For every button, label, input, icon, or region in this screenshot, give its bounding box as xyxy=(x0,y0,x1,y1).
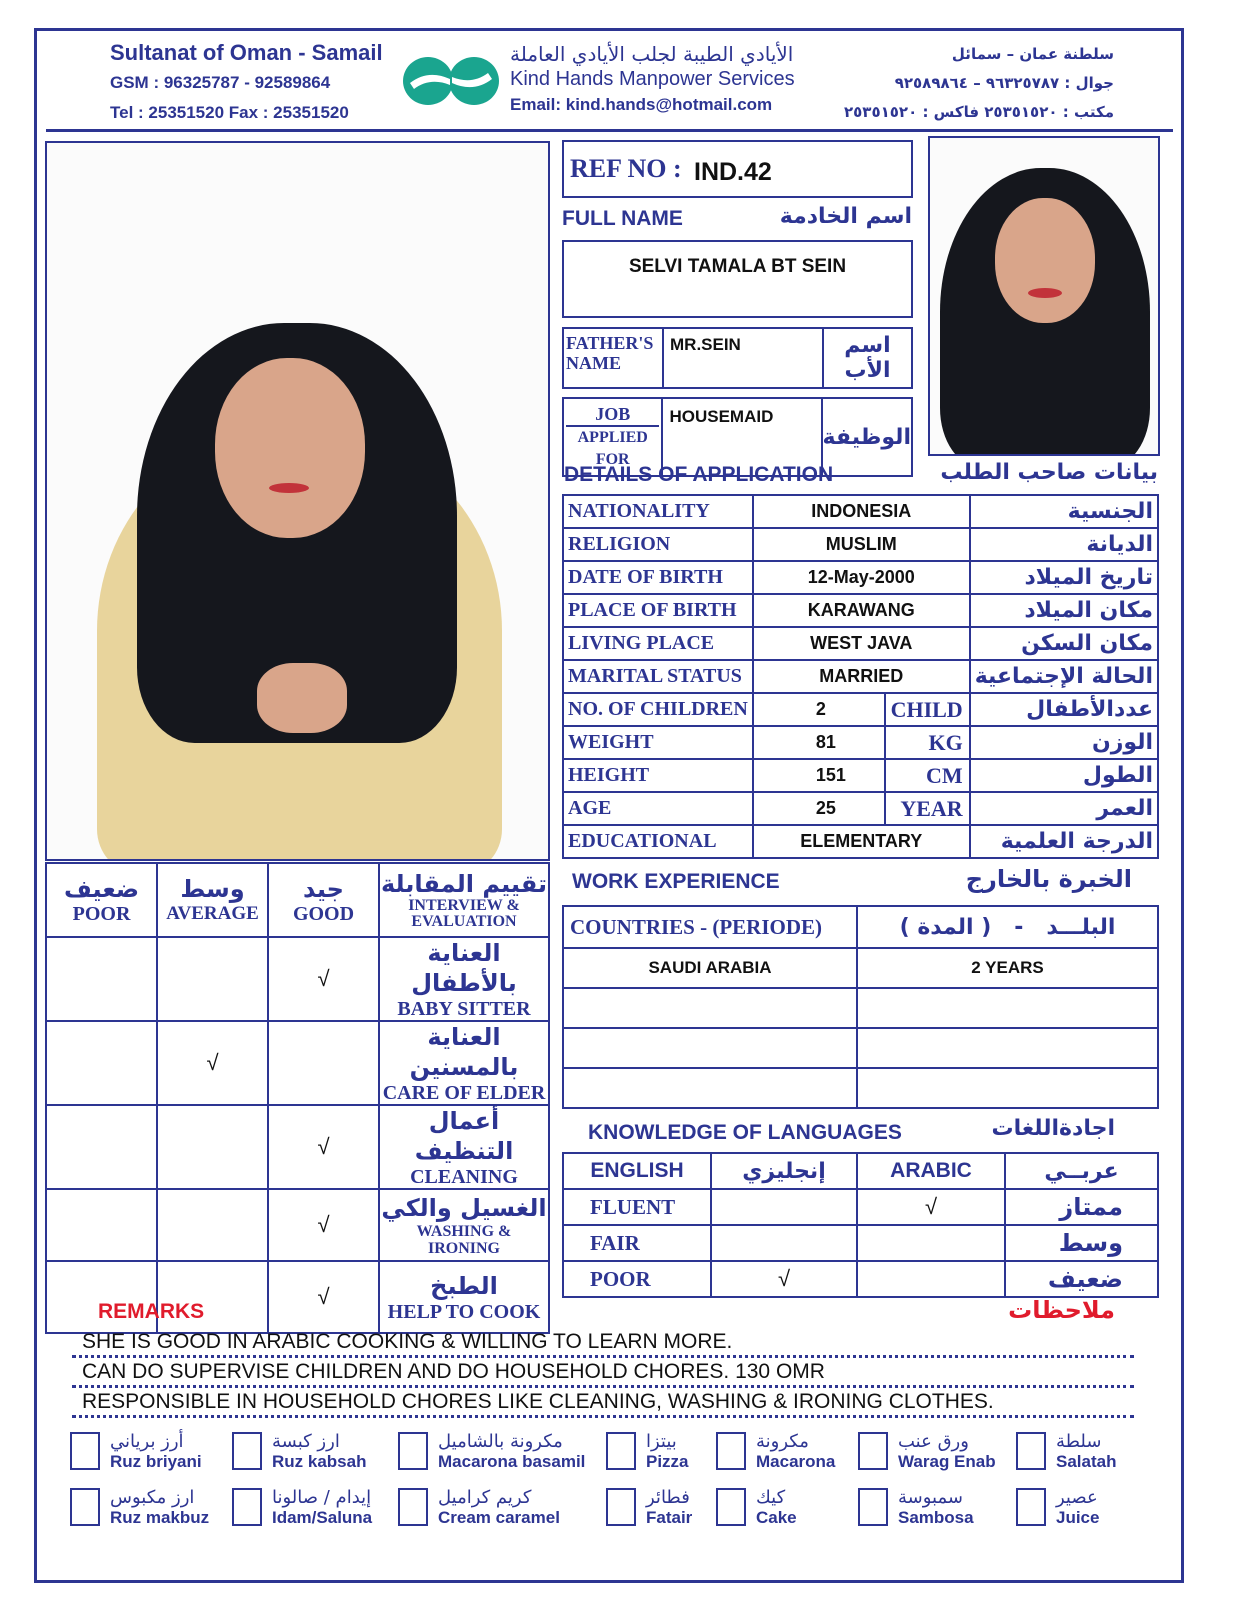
languages-title-ar: اجادةاللغات xyxy=(991,1116,1115,1141)
details-row xyxy=(563,627,1158,660)
work-row xyxy=(563,1028,1158,1068)
food-label-ar: كيك xyxy=(756,1487,786,1508)
food-option[interactable] xyxy=(606,1488,692,1528)
eval-good: GOOD xyxy=(292,902,355,925)
work-title: WORK EXPERIENCE xyxy=(572,870,780,893)
food-checkbox[interactable] xyxy=(858,1488,888,1526)
food-label: Ruz briyani xyxy=(110,1452,202,1471)
work-row xyxy=(563,1068,1158,1108)
details-label-ar: الطول xyxy=(970,759,1158,792)
work-country: SAUDI ARABIA xyxy=(648,958,772,977)
food-checkbox[interactable] xyxy=(606,1432,636,1470)
header-tel: Tel : 25351520 Fax : 25351520 xyxy=(110,103,349,122)
eval-title-ar: تقييم المقابلة xyxy=(380,870,548,898)
work-period: 2 YEARS xyxy=(971,958,1044,977)
work-period-empty xyxy=(857,1068,1158,1108)
details-table xyxy=(562,494,1159,859)
check-mark-icon: √ xyxy=(777,1266,791,1291)
food-checkbox[interactable] xyxy=(70,1488,100,1526)
eval-title-2: EVALUATION xyxy=(411,913,517,930)
father-table xyxy=(562,327,913,389)
food-label-ar: سلطة xyxy=(1056,1431,1102,1452)
eval-average-ar: وسط xyxy=(180,875,245,903)
details-label-ar: الدرجة العلمية xyxy=(970,825,1158,858)
eval-poor-ar: ضعيف xyxy=(63,874,140,903)
remarks-label: REMARKS xyxy=(98,1300,205,1323)
details-row xyxy=(563,693,1158,726)
skill-good-cell xyxy=(268,937,379,1021)
lang-english-ar: إنجليزي xyxy=(742,1158,826,1184)
details-label: MARITAL STATUS xyxy=(563,660,753,693)
ref-box xyxy=(562,140,913,198)
food-label: Warag Enab xyxy=(898,1452,996,1471)
work-row xyxy=(563,948,1158,988)
food-label: Macarona basamil xyxy=(438,1452,586,1471)
food-option[interactable] xyxy=(1016,1488,1099,1528)
header-contact-en xyxy=(110,38,383,128)
details-label: NATIONALITY xyxy=(563,495,753,528)
check-mark-icon: √ xyxy=(317,1134,330,1159)
details-label: EDUCATIONAL xyxy=(563,825,753,858)
food-checkbox[interactable] xyxy=(716,1488,746,1526)
languages-table xyxy=(562,1152,1159,1298)
food-label-ar: سمبوسة xyxy=(898,1487,963,1508)
language-level: POOR xyxy=(590,1266,651,1291)
work-country-empty xyxy=(563,1028,857,1068)
kind-hands-logo-icon xyxy=(402,55,500,107)
job-value: HOUSEMAID xyxy=(669,407,774,426)
food-option[interactable] xyxy=(70,1488,209,1528)
english-level-cell xyxy=(711,1261,857,1297)
skill-label-ar: الغسيل والكي xyxy=(381,1194,547,1222)
food-label-ar: مكرونة بالشاميل xyxy=(438,1431,563,1452)
skill-label: CLEANING xyxy=(410,1166,518,1188)
food-checkbox[interactable] xyxy=(716,1432,746,1470)
ref-label: REF NO : xyxy=(570,154,682,183)
food-checkbox[interactable] xyxy=(858,1432,888,1470)
check-mark-icon: √ xyxy=(206,1050,219,1075)
food-label-ar: بيتزا xyxy=(646,1431,677,1452)
father-label-1: FATHER'S xyxy=(566,333,654,353)
food-label: Cake xyxy=(756,1508,797,1527)
language-level-ar: وسط xyxy=(1058,1229,1123,1257)
food-checkbox[interactable] xyxy=(398,1432,428,1470)
skill-row xyxy=(46,1021,549,1105)
skill-average-cell xyxy=(157,1105,268,1189)
details-label-ar: مكان الميلاد xyxy=(970,594,1158,627)
father-label-ar: اسم الأب xyxy=(844,333,891,383)
details-row xyxy=(563,495,1158,528)
food-label: Fatair xyxy=(646,1508,693,1527)
food-option[interactable] xyxy=(232,1432,366,1472)
details-value: 81 xyxy=(753,726,885,759)
full-name-box xyxy=(562,240,913,318)
details-label: LIVING PLACE xyxy=(563,627,753,660)
eval-poor: POOR xyxy=(72,902,131,925)
food-label-ar: كريم كراميل xyxy=(438,1487,532,1508)
english-level-cell xyxy=(711,1189,857,1225)
food-option[interactable] xyxy=(1016,1432,1116,1472)
skill-good-cell xyxy=(268,1105,379,1189)
details-title: DETAILS OF APPLICATION xyxy=(564,463,834,486)
lang-arabic: ARABIC xyxy=(890,1159,972,1182)
details-label: DATE OF BIRTH xyxy=(563,561,753,594)
food-checkbox[interactable] xyxy=(232,1488,262,1526)
header-gsm-ar: جوال : ٩٦٣٢٥٧٨٧ – ٩٢٥٨٩٨٦٤ xyxy=(894,74,1114,92)
check-mark-icon: √ xyxy=(317,1212,330,1237)
food-label-ar: ارز مكبوس xyxy=(110,1487,195,1508)
skill-row xyxy=(46,937,549,1021)
details-row xyxy=(563,726,1158,759)
skill-label: BABY SITTER xyxy=(397,998,531,1020)
food-checkbox[interactable] xyxy=(70,1432,100,1470)
work-country-empty xyxy=(563,988,857,1028)
full-name-label-ar: اسم الخادمة xyxy=(779,204,912,229)
food-option[interactable] xyxy=(398,1488,560,1528)
skill-label-ar: العناية بالأطفال xyxy=(411,939,517,997)
full-name-label: FULL NAME xyxy=(562,207,683,230)
header-tel-ar: مكتب : ٢٥٣٥١٥٢٠ فاكس : ٢٥٣٥١٥٢٠ xyxy=(843,103,1114,121)
food-checkbox[interactable] xyxy=(1016,1432,1046,1470)
details-label: WEIGHT xyxy=(563,726,753,759)
details-value: MUSLIM xyxy=(753,528,970,561)
header-contact-ar xyxy=(844,40,1114,127)
job-label-2: APPLIED FOR xyxy=(566,425,659,471)
arabic-level-cell xyxy=(857,1225,1005,1261)
work-period-empty xyxy=(857,1028,1158,1068)
details-label: RELIGION xyxy=(563,528,753,561)
work-col-period-ar: ( المدة ) - البلـــد xyxy=(899,914,1116,940)
language-row xyxy=(563,1189,1158,1225)
details-unit: CHILD xyxy=(885,693,970,726)
skill-poor-cell xyxy=(46,1021,157,1105)
eval-title-1: INTERVIEW & xyxy=(408,897,520,914)
arabic-level-cell xyxy=(857,1189,1005,1225)
remark-divider-2 xyxy=(72,1385,1134,1388)
remark-line-3: RESPONSIBLE IN HOUSEHOLD CHORES LIKE CLEANING, WASHING & IRONING CLOTHES. xyxy=(82,1390,994,1413)
work-country-empty xyxy=(563,1068,857,1108)
father-value: MR.SEIN xyxy=(670,335,741,354)
details-value: KARAWANG xyxy=(753,594,970,627)
skill-label: HELP TO COOK xyxy=(387,1301,541,1323)
skill-label-ar: أعمال التنظيف xyxy=(414,1107,514,1165)
arabic-level-cell xyxy=(857,1261,1005,1297)
language-row xyxy=(563,1261,1158,1297)
header-company xyxy=(510,42,795,115)
full-name-value: SELVI TAMALA BT SEIN xyxy=(628,256,847,277)
food-label-ar: أرز برياني xyxy=(110,1431,184,1452)
food-label: Macarona xyxy=(756,1452,836,1471)
header-city: Sultanat of Oman - Samail xyxy=(110,40,383,65)
details-value: WEST JAVA xyxy=(753,627,970,660)
skill-label: CARE OF ELDER xyxy=(382,1082,546,1104)
food-label-ar: عصير xyxy=(1056,1487,1098,1508)
details-row xyxy=(563,825,1158,858)
skill-average-cell xyxy=(157,937,268,1021)
details-label: PLACE OF BIRTH xyxy=(563,594,753,627)
food-label: Sambosa xyxy=(898,1508,974,1527)
company-name-ar: الأيادي الطيبة لجلب الأيادي العاملة xyxy=(510,42,794,66)
check-mark-icon: √ xyxy=(317,1284,330,1309)
details-label: NO. OF CHILDREN xyxy=(563,693,753,726)
details-label: HEIGHT xyxy=(563,759,753,792)
eval-good-ar: جيد xyxy=(303,874,344,903)
details-row xyxy=(563,660,1158,693)
languages-title: KNOWLEDGE OF LANGUAGES xyxy=(588,1121,902,1144)
food-label: Idam/Saluna xyxy=(272,1508,373,1527)
company-email: Email: kind.hands@hotmail.com xyxy=(510,95,773,114)
details-row xyxy=(563,759,1158,792)
remark-divider-1 xyxy=(72,1355,1134,1358)
food-option[interactable] xyxy=(858,1488,974,1528)
details-label-ar: الديانة xyxy=(970,528,1158,561)
skill-poor-cell xyxy=(46,1189,157,1261)
eval-average: AVERAGE xyxy=(166,903,259,924)
details-title-ar: بيانات صاحب الطلب xyxy=(940,460,1158,485)
job-label-1: JOB xyxy=(595,404,631,424)
skill-average-cell xyxy=(157,1021,268,1105)
work-title-ar: الخبرة بالخارج xyxy=(965,865,1132,893)
food-option[interactable] xyxy=(858,1432,996,1472)
details-label-ar: مكان السكن xyxy=(970,627,1158,660)
work-table xyxy=(562,905,1159,1109)
food-checkbox[interactable] xyxy=(1016,1488,1046,1526)
remarks-label-ar: ملاحظات xyxy=(1008,1296,1115,1324)
food-label: Juice xyxy=(1056,1508,1100,1527)
details-value: INDONESIA xyxy=(753,495,970,528)
skill-row xyxy=(46,1105,549,1189)
details-label-ar: العمر xyxy=(970,792,1158,825)
details-value: ELEMENTARY xyxy=(753,825,970,858)
skill-average-cell xyxy=(157,1189,268,1261)
details-unit: KG xyxy=(885,726,970,759)
food-option[interactable] xyxy=(716,1432,835,1472)
food-label: Cream caramel xyxy=(438,1508,560,1527)
food-checkbox[interactable] xyxy=(606,1488,636,1526)
english-level-cell xyxy=(711,1225,857,1261)
lang-arabic-ar: عربــي xyxy=(1044,1158,1119,1184)
food-option[interactable] xyxy=(232,1488,372,1528)
company-name-en: Kind Hands Manpower Services xyxy=(510,68,795,90)
details-row xyxy=(563,528,1158,561)
food-option[interactable] xyxy=(398,1432,585,1472)
food-label: Salatah xyxy=(1056,1452,1117,1471)
food-label-ar: ورق عنب xyxy=(898,1431,969,1452)
food-label-ar: ارز كبسة xyxy=(272,1431,340,1452)
header-city-ar: سلطنة عمان – سمائل xyxy=(951,45,1114,63)
details-label-ar: عددالأطفال xyxy=(970,693,1158,726)
language-level-ar: ممتاز xyxy=(1059,1193,1123,1221)
food-option[interactable] xyxy=(606,1432,689,1472)
check-mark-icon: √ xyxy=(317,966,330,991)
remark-line-1: SHE IS GOOD IN ARABIC COOKING & WILLING TO LEARN MORE. xyxy=(82,1330,733,1353)
details-label-ar: الحالة الإجتماعية xyxy=(970,660,1158,693)
details-label-ar: تاريخ الميلاد xyxy=(970,561,1158,594)
food-option[interactable] xyxy=(716,1488,797,1528)
skill-poor-cell xyxy=(46,937,157,1021)
header-divider xyxy=(46,129,1173,132)
food-option[interactable] xyxy=(70,1432,202,1472)
details-row xyxy=(563,561,1158,594)
details-value: 151 xyxy=(753,759,885,792)
details-unit: CM xyxy=(885,759,970,792)
father-label-2: NAME xyxy=(566,353,621,373)
details-value: 12-May-2000 xyxy=(753,561,970,594)
language-level: FAIR xyxy=(590,1230,640,1255)
remark-divider-3 xyxy=(72,1415,1134,1418)
details-value: MARRIED xyxy=(753,660,970,693)
remark-line-2: CAN DO SUPERVISE CHILDREN AND DO HOUSEHOLD CHORES. 130 OMR xyxy=(82,1360,825,1383)
evaluation-table xyxy=(45,862,550,1334)
skill-row xyxy=(46,1189,549,1261)
skill-good-cell xyxy=(268,1021,379,1105)
language-level-ar: ضعيف xyxy=(1047,1265,1123,1293)
details-row xyxy=(563,594,1158,627)
skill-label: WASHING & IRONING xyxy=(416,1223,512,1257)
language-level: FLUENT xyxy=(590,1194,676,1219)
food-label: Ruz makbuz xyxy=(110,1508,210,1527)
food-label: Ruz kabsah xyxy=(272,1452,367,1471)
details-label-ar: الجنسية xyxy=(970,495,1158,528)
details-value: 2 xyxy=(753,693,885,726)
skill-good-cell xyxy=(268,1189,379,1261)
lang-english: ENGLISH xyxy=(590,1159,684,1182)
details-label: AGE xyxy=(563,792,753,825)
details-label-ar: الوزن xyxy=(970,726,1158,759)
full-body-photo xyxy=(45,141,550,861)
food-checkbox[interactable] xyxy=(232,1432,262,1470)
food-label-ar: فطائر xyxy=(646,1487,690,1508)
food-label: Pizza xyxy=(646,1452,689,1471)
language-row xyxy=(563,1225,1158,1261)
details-unit: YEAR xyxy=(885,792,970,825)
details-value: 25 xyxy=(753,792,885,825)
food-label-ar: مكرونة xyxy=(756,1431,809,1452)
skill-good-cell xyxy=(268,1261,379,1333)
skill-poor-cell xyxy=(46,1105,157,1189)
job-label-ar: الوظيفة xyxy=(822,424,911,450)
food-checkbox[interactable] xyxy=(398,1488,428,1526)
work-col-countries: COUNTRIES - (PERIODE) xyxy=(570,914,823,939)
work-row xyxy=(563,988,1158,1028)
work-period-empty xyxy=(857,988,1158,1028)
skill-label-ar: الطبخ xyxy=(430,1272,498,1300)
ref-value: IND.42 xyxy=(694,158,772,186)
check-mark-icon: √ xyxy=(924,1194,938,1219)
food-label-ar: إيدام / صالونا xyxy=(272,1487,372,1508)
portrait-photo xyxy=(928,136,1160,456)
skill-label-ar: العناية بالمسنين xyxy=(409,1023,519,1081)
header-gsm: GSM : 96325787 - 92589864 xyxy=(110,73,331,92)
details-row xyxy=(563,792,1158,825)
